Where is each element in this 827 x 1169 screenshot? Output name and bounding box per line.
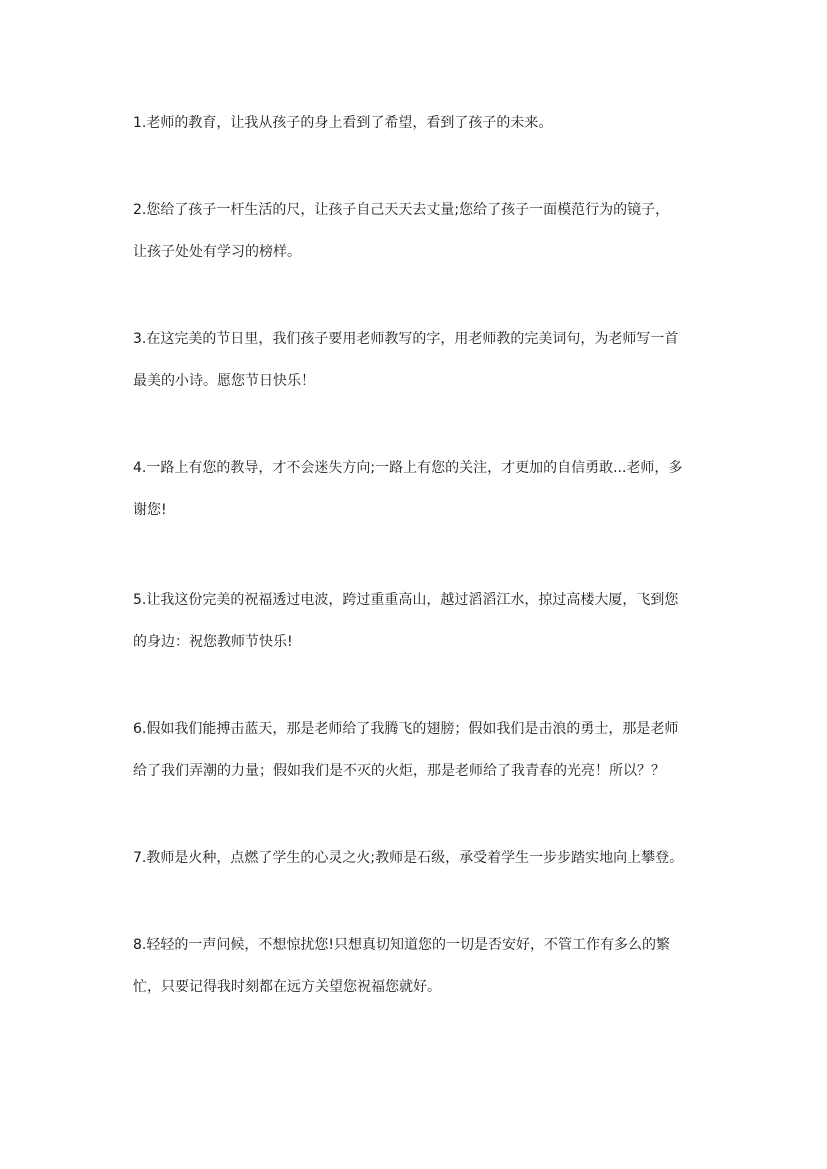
paragraph-line: 谢您! — [133, 502, 167, 518]
paragraph-5 — [133, 579, 698, 663]
paragraph-6 — [133, 708, 698, 792]
paragraph-line: 给了我们弄潮的力量；假如我们是不灭的火炬，那是老师给了我青春的光亮！所以？？ — [133, 763, 665, 779]
paragraph-7 — [133, 837, 698, 879]
paragraph-3 — [133, 318, 698, 402]
paragraph-line: 的身边：祝您教师节快乐! — [133, 634, 293, 650]
paragraph-line: 2.您给了孩子一杆生活的尺，让孩子自己天天去丈量;您给了孩子一面模范行为的镜子， — [133, 202, 670, 218]
paragraph-line: 忙，只要记得我时刻都在远方关望您祝福您就好。 — [133, 979, 441, 995]
paragraph-line: 6.假如我们能搏击蓝天，那是老师给了我腾飞的翅膀；假如我们是击浪的勇士，那是老师 — [133, 721, 679, 737]
paragraph-line: 让孩子处处有学习的榜样。 — [133, 244, 301, 260]
paragraph-line: 最美的小诗。愿您节日快乐！ — [133, 373, 315, 389]
paragraph-line: 3.在这完美的节日里，我们孩子要用老师教写的字，用老师教的完美词句，为老师写一首 — [133, 331, 679, 347]
paragraph-line: 7.教师是火种，点燃了学生的心灵之火;教师是石级，承受着学生一步步踏实地向上攀登。 — [133, 850, 684, 866]
paragraph-line: 5.让我这份完美的祝福透过电波，跨过重重高山，越过滔滔江水，掠过高楼大厦，飞到您 — [133, 592, 679, 608]
paragraph-line: 1.老师的教育，让我从孩子的身上看到了希望，看到了孩子的未来。 — [133, 115, 553, 131]
paragraph-8 — [133, 924, 698, 1008]
paragraph-2 — [133, 189, 698, 273]
paragraph-line: 4.一路上有您的教导，才不会迷失方向;一路上有您的关注，才更加的自信勇敢...老师，多 — [133, 460, 683, 476]
paragraph-line: 8.轻轻的一声问候，不想惊扰您!只想真切知道您的一切是否安好，不管工作有多么的繁 — [133, 937, 670, 953]
paragraph-4 — [133, 447, 698, 531]
paragraph-1 — [133, 102, 698, 144]
